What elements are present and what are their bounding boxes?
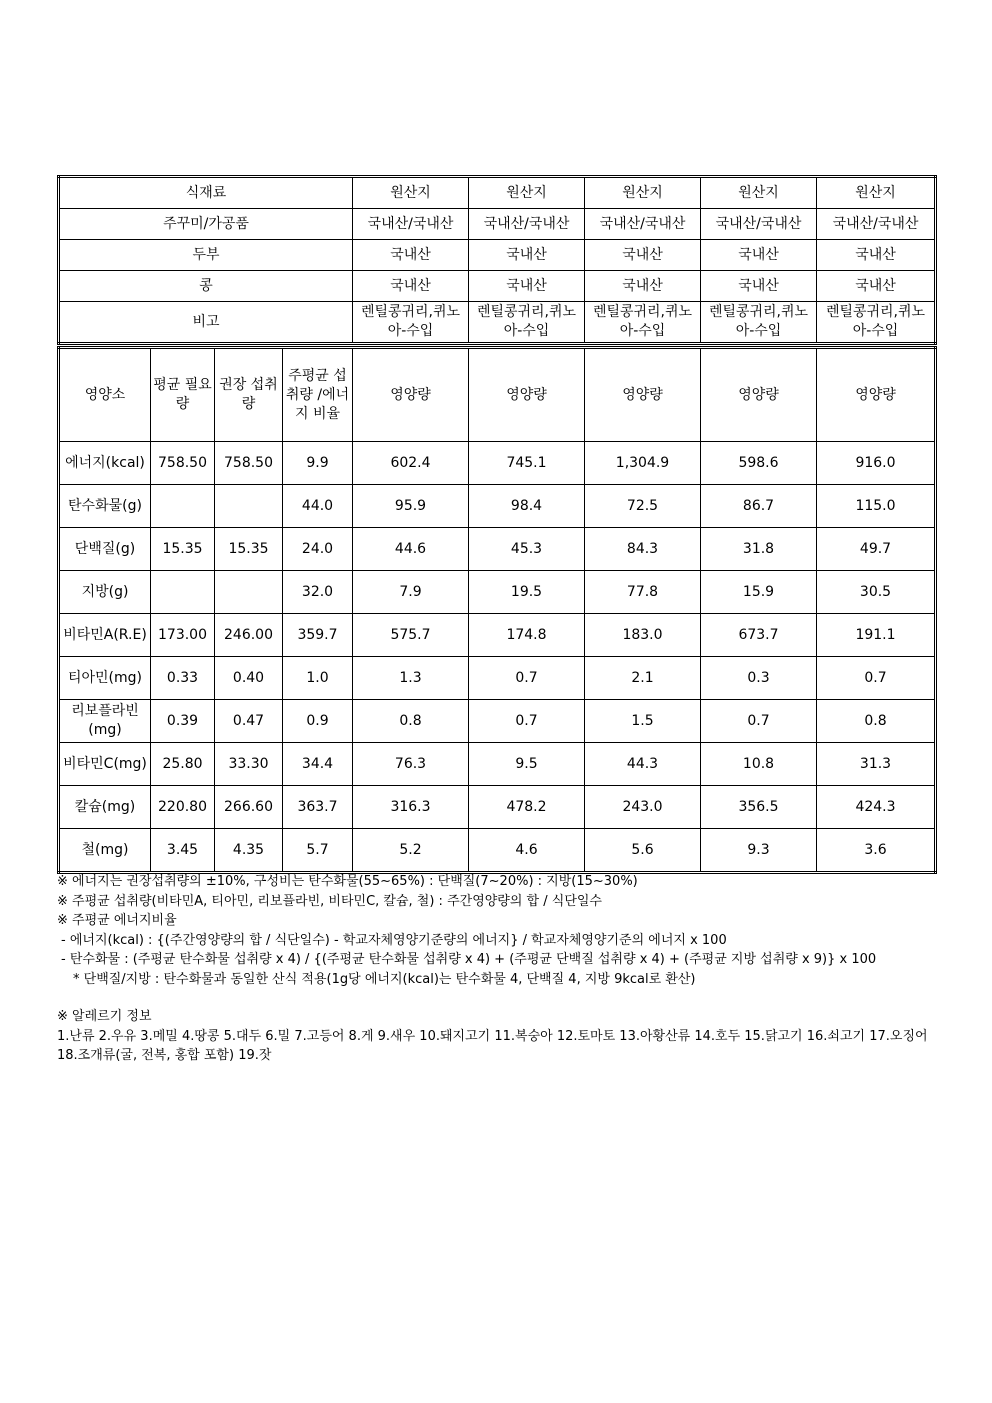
nutrient-value-cell: 1.3: [353, 657, 469, 700]
nutrient-value-cell: 76.3: [353, 743, 469, 786]
nutrient-value-cell: 424.3: [817, 786, 936, 829]
origin-value-cell: 국내산/국내산: [701, 209, 817, 240]
nutrient-value-cell: 10.8: [701, 743, 817, 786]
origin-row: [59, 177, 936, 209]
avg-requirement-cell: [151, 571, 215, 614]
nutrient-value-cell: 243.0: [585, 786, 701, 829]
origin-value-cell: 국내산: [469, 271, 585, 302]
origin-value-cell: 국내산: [817, 240, 936, 271]
origin-value-cell: 국내산: [353, 271, 469, 302]
nutrition-row: [59, 485, 936, 528]
note-energy-ratio-title: ※ 주평균 에너지비율: [57, 913, 177, 928]
avg-requirement-cell: 173.00: [151, 614, 215, 657]
origin-row: [59, 271, 936, 302]
origin-row: [59, 240, 936, 271]
origin-value-cell: 원산지: [585, 177, 701, 209]
avg-requirement-cell: [151, 485, 215, 528]
nutrient-value-cell: 191.1: [817, 614, 936, 657]
nutrition-row: [59, 657, 936, 700]
nutrient-value-cell: 84.3: [585, 528, 701, 571]
nutrient-value-cell: 478.2: [469, 786, 585, 829]
nutrient-value-cell: 174.8: [469, 614, 585, 657]
nutrient-name-cell: 탄수화물(g): [59, 485, 151, 528]
nutrient-name-cell: 칼슘(mg): [59, 786, 151, 829]
nutrient-name-cell: 비타민A(R.E): [59, 614, 151, 657]
origin-value-cell: 국내산: [353, 240, 469, 271]
nutrient-value-cell: 3.6: [817, 829, 936, 873]
avg-requirement-cell: 3.45: [151, 829, 215, 873]
origin-label-cell: 식재료: [59, 177, 353, 209]
nutrient-value-cell: 5.6: [585, 829, 701, 873]
nutrient-value-cell: 44.6: [353, 528, 469, 571]
tables-container: [57, 175, 934, 874]
nutrition-header-cell: 주평균 섭취량 /에너지 비율: [283, 348, 353, 442]
origin-value-cell: 국내산: [701, 271, 817, 302]
nutrient-value-cell: 77.8: [585, 571, 701, 614]
nutrient-value-cell: 2.1: [585, 657, 701, 700]
origin-value-cell: 원산지: [701, 177, 817, 209]
nutrient-value-cell: 45.3: [469, 528, 585, 571]
nutrient-name-cell: 단백질(g): [59, 528, 151, 571]
nutrient-value-cell: 745.1: [469, 442, 585, 485]
note-energy-ratio: ※ 에너지는 권장섭취량의 ±10%, 구성비는 탄수화물(55~65%) : 단백질(7~20%) : 지방(15~30%): [57, 874, 638, 889]
origin-value-cell: 렌틸콩귀리,퀴노아-수입: [353, 302, 469, 344]
nutrient-value-cell: 673.7: [701, 614, 817, 657]
nutrient-value-cell: 0.7: [469, 657, 585, 700]
nutrition-header-cell: 영양량: [817, 348, 936, 442]
weekly-average-cell: 24.0: [283, 528, 353, 571]
nutrition-header-cell: 영양량: [585, 348, 701, 442]
origin-value-cell: 국내산/국내산: [817, 209, 936, 240]
nutrient-name-cell: 리보플라빈(mg): [59, 700, 151, 743]
weekly-average-cell: 0.9: [283, 700, 353, 743]
nutrition-row: [59, 829, 936, 873]
recommended-intake-cell: 266.60: [215, 786, 283, 829]
origin-row: [59, 302, 936, 344]
nutrient-value-cell: 1.5: [585, 700, 701, 743]
origin-value-cell: 국내산/국내산: [353, 209, 469, 240]
nutrient-value-cell: 0.7: [469, 700, 585, 743]
note-weekly-intake: ※ 주평균 섭취량(비타민A, 티아민, 리보플라빈, 비타민C, 칼슘, 철) : 주간영양량의 합 / 식단일수: [57, 893, 602, 909]
origin-value-cell: 국내산: [701, 240, 817, 271]
avg-requirement-cell: 0.33: [151, 657, 215, 700]
nutrient-value-cell: 356.5: [701, 786, 817, 829]
nutrient-value-cell: 49.7: [817, 528, 936, 571]
recommended-intake-cell: 0.40: [215, 657, 283, 700]
origin-label-cell: 두부: [59, 240, 353, 271]
origin-label-cell: 주꾸미/가공품: [59, 209, 353, 240]
recommended-intake-cell: 15.35: [215, 528, 283, 571]
nutrient-name-cell: 비타민C(mg): [59, 743, 151, 786]
weekly-average-cell: 32.0: [283, 571, 353, 614]
nutrition-header-row: [59, 348, 936, 442]
nutrient-value-cell: 9.3: [701, 829, 817, 873]
nutrient-name-cell: 에너지(kcal): [59, 442, 151, 485]
nutrient-value-cell: 602.4: [353, 442, 469, 485]
origin-value-cell: 원산지: [353, 177, 469, 209]
nutrition-row: [59, 571, 936, 614]
nutrition-header-cell: 영양량: [469, 348, 585, 442]
nutrient-value-cell: 19.5: [469, 571, 585, 614]
nutrition-row: [59, 786, 936, 829]
nutrient-value-cell: 30.5: [817, 571, 936, 614]
nutrient-name-cell: 철(mg): [59, 829, 151, 873]
nutrient-value-cell: 31.3: [817, 743, 936, 786]
nutrient-value-cell: 316.3: [353, 786, 469, 829]
recommended-intake-cell: [215, 485, 283, 528]
recommended-intake-cell: 4.35: [215, 829, 283, 873]
nutrient-value-cell: 72.5: [585, 485, 701, 528]
nutrient-value-cell: 916.0: [817, 442, 936, 485]
nutrient-value-cell: 15.9: [701, 571, 817, 614]
note-energy-formula: - 에너지(kcal) : {(주간영양량의 합 / 식단일수) - 학교자체영양기준량의 에너지} / 학교자체영양기준의 에너지 x 100: [61, 932, 727, 948]
nutrition-row: [59, 614, 936, 657]
origin-label-cell: 비고: [59, 302, 353, 344]
nutrient-value-cell: 0.8: [817, 700, 936, 743]
nutrient-value-cell: 575.7: [353, 614, 469, 657]
nutrient-value-cell: 0.7: [701, 700, 817, 743]
nutrient-value-cell: 5.2: [353, 829, 469, 873]
origin-value-cell: 원산지: [817, 177, 936, 209]
nutrient-value-cell: 183.0: [585, 614, 701, 657]
avg-requirement-cell: 0.39: [151, 700, 215, 743]
weekly-average-cell: 9.9: [283, 442, 353, 485]
nutrient-value-cell: 31.8: [701, 528, 817, 571]
origin-value-cell: 국내산: [817, 271, 936, 302]
weekly-average-cell: 44.0: [283, 485, 353, 528]
origin-table: [57, 175, 937, 345]
nutrition-row: [59, 442, 936, 485]
recommended-intake-cell: 33.30: [215, 743, 283, 786]
nutrition-row: [59, 700, 936, 743]
nutrition-header-cell: 영양소: [59, 348, 151, 442]
note-carb-formula: - 탄수화물 : (주평균 탄수화물 섭취량 x 4) / {(주평균 탄수화물 섭취량 x 4) + (주평균 단백질 섭취량 x 4) + (주평균 지방 섭취량 x 9)} x 100: [61, 952, 877, 967]
recommended-intake-cell: [215, 571, 283, 614]
weekly-average-cell: 34.4: [283, 743, 353, 786]
avg-requirement-cell: 25.80: [151, 743, 215, 786]
weekly-average-cell: 359.7: [283, 614, 353, 657]
recommended-intake-cell: 758.50: [215, 442, 283, 485]
nutrition-header-cell: 영양량: [701, 348, 817, 442]
origin-value-cell: 국내산/국내산: [469, 209, 585, 240]
origin-value-cell: 렌틸콩귀리,퀴노아-수입: [701, 302, 817, 344]
nutrient-name-cell: 티아민(mg): [59, 657, 151, 700]
origin-label-cell: 콩: [59, 271, 353, 302]
nutrient-value-cell: 115.0: [817, 485, 936, 528]
nutrition-row: [59, 743, 936, 786]
nutrient-value-cell: 9.5: [469, 743, 585, 786]
weekly-average-cell: 5.7: [283, 829, 353, 873]
nutrient-value-cell: 1,304.9: [585, 442, 701, 485]
avg-requirement-cell: 758.50: [151, 442, 215, 485]
nutrient-value-cell: 95.9: [353, 485, 469, 528]
nutrient-value-cell: 98.4: [469, 485, 585, 528]
recommended-intake-cell: 0.47: [215, 700, 283, 743]
origin-value-cell: 렌틸콩귀리,퀴노아-수입: [817, 302, 936, 344]
nutrient-value-cell: 4.6: [469, 829, 585, 873]
nutrient-value-cell: 0.8: [353, 700, 469, 743]
origin-value-cell: 렌틸콩귀리,퀴노아-수입: [469, 302, 585, 344]
nutrient-value-cell: 86.7: [701, 485, 817, 528]
allergy-title: ※ 알레르기 정보: [57, 1009, 152, 1024]
nutrient-name-cell: 지방(g): [59, 571, 151, 614]
nutrient-value-cell: 598.6: [701, 442, 817, 485]
recommended-intake-cell: 246.00: [215, 614, 283, 657]
origin-value-cell: 국내산/국내산: [585, 209, 701, 240]
avg-requirement-cell: 15.35: [151, 528, 215, 571]
nutrient-value-cell: 7.9: [353, 571, 469, 614]
origin-row: [59, 209, 936, 240]
nutrition-header-cell: 권장 섭취량: [215, 348, 283, 442]
nutrient-value-cell: 44.3: [585, 743, 701, 786]
allergy-list: 1.난류 2.우유 3.메밀 4.땅콩 5.대두 6.밀 7.고등어 8.게 9.새우 10.돼지고기 11.복숭아 12.토마토 13.아황산류 14.호두 15.닭고기 16.쇠고기 17.오징어 18.조개류(굴, 전복, 홍합 포함) 19.잣: [57, 1028, 932, 1063]
nutrition-header-cell: 평균 필요량: [151, 348, 215, 442]
note-protein-fat: * 단백질/지방 : 탄수화물과 동일한 산식 적용(1g당 에너지(kcal)는 탄수화물 4, 단백질 4, 지방 9kcal로 환산): [73, 971, 696, 987]
weekly-average-cell: 1.0: [283, 657, 353, 700]
origin-value-cell: 국내산: [585, 271, 701, 302]
avg-requirement-cell: 220.80: [151, 786, 215, 829]
origin-value-cell: 국내산: [585, 240, 701, 271]
weekly-average-cell: 363.7: [283, 786, 353, 829]
origin-value-cell: 국내산: [469, 240, 585, 271]
nutrient-value-cell: 0.7: [817, 657, 936, 700]
nutrition-table: [57, 346, 937, 874]
nutrient-value-cell: 0.3: [701, 657, 817, 700]
nutrition-row: [59, 528, 936, 571]
origin-value-cell: 원산지: [469, 177, 585, 209]
notes-section: [57, 872, 937, 1066]
nutrition-header-cell: 영양량: [353, 348, 469, 442]
origin-value-cell: 렌틸콩귀리,퀴노아-수입: [585, 302, 701, 344]
